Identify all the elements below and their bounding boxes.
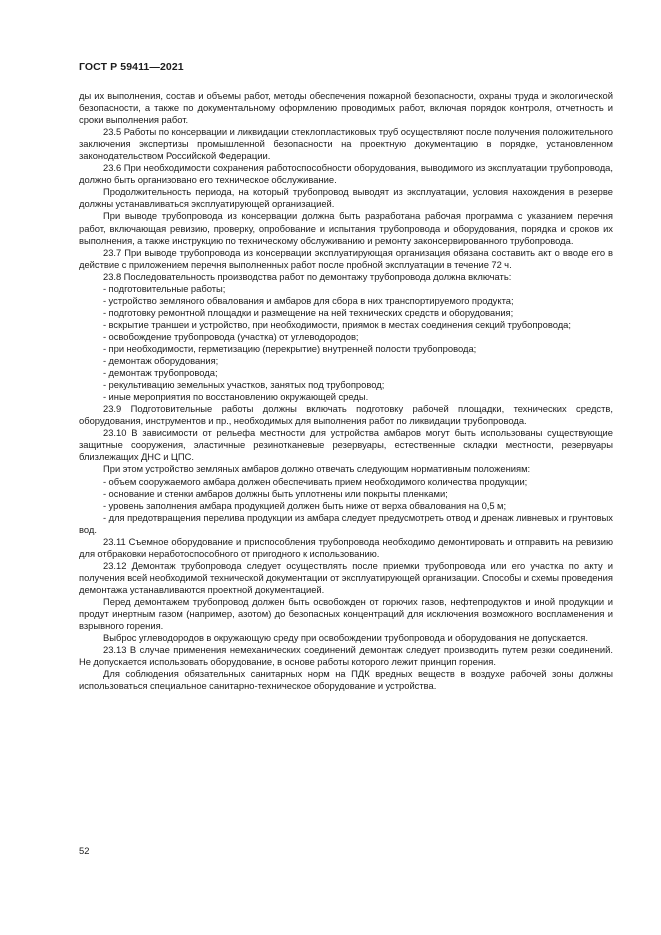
paragraph: 23.7 При выводе трубопровода из консервации эксплуатирующая организация обязана составить акт о вводе его в действие с приложением перечня выполненных работ после пробной эксплуатации в течение 72 ч. [79,246,613,270]
document-body [79,90,613,692]
paragraph: - для предотвращения перелива продукции из амбара следует предусмотреть отвод и дренаж ливневых и грунтовых вод. [79,511,613,535]
paragraph: - демонтаж оборудования; [103,355,219,367]
paragraph: - подготовку ремонтной площадки и размещение на ней технических средств и оборудования; [103,306,514,318]
paragraph: - демонтаж трубопровода; [103,367,218,379]
paragraph: Продолжительность периода, на который трубопровод выводят из эксплуатации, условия нахождения в резерве должны устанавливаться эксплуатирующей организацией. [79,186,613,210]
paragraph: 23.5 Работы по консервации и ликвидации стеклопластиковых труб осуществляют после получения положительного заключения экспертизы промышленной безопасности на проектную документацию в порядке, установленном законодательством Российской Федерации. [79,126,613,162]
paragraph: - основание и стенки амбаров должны быть уплотнены или покрыты пленками; [103,487,448,499]
paragraph: Для соблюдения обязательных санитарных норм на ПДК вредных веществ в воздухе рабочей зоны должны использоваться специальное санитарно-техническое оборудование и устройства. [79,668,613,692]
paragraph: Перед демонтажем трубопровод должен быть освобожден от горючих газов, нефтепродуктов и иной продукции и продут инертным газом (например, азотом) до безопасных концентраций для исключения возможного воспламенения и взрывного горения. [79,595,613,632]
paragraph: - рекультивацию земельных участков, занятых под трубопровод; [103,379,385,391]
paragraph: При этом устройство земляных амбаров должно отвечать следующим нормативным положениям: [103,463,531,475]
page-number: 52 [79,845,90,856]
paragraph: 23.6 При необходимости сохранения работоспособности оборудования, выводимого из эксплуатации трубопровода, должно быть организовано его техническое обслуживание. [79,162,613,186]
paragraph: Выброс углеводородов в окружающую среду при освобождении трубопровода и оборудования не допускается. [103,632,588,644]
paragraph: При выводе трубопровода из консервации должна быть разработана рабочая программа с указанием перечня работ, включающая ревизию, проверку, опробование и испытания трубопровода и оборудования, порядка и сроков их выполнения, а также инструкцию по техническому обслуживанию и ремонту законсервированного трубопровода. [79,210,613,246]
paragraph: - иные мероприятия по восстановлению окружающей среды. [103,391,369,403]
paragraph: ды их выполнения, состав и объемы работ, методы обеспечения пожарной безопасности, охраны труда и экологической безопасности, а также по документальному оформлению проводимых работ, включая порядок контроля, отчетность и сроки выполнения работ. [79,90,613,126]
paragraph: 23.9 Подготовительные работы должны включать подготовку рабочей площадки, технических средств, оборудования, инструментов и пр., необходимых для выполнения работ по ликвидации трубопровода. [79,403,613,427]
paragraph: 23.12 Демонтаж трубопровода следует осуществлять после приемки трубопровода или его участка по акту и получения всей необходимой технической документации от эксплуатирующей организации. Способы и схемы проведения демонтажа устанавливаются проектной документацией. [79,559,613,595]
paragraph: - подготовительные работы; [103,282,226,294]
paragraph: - вскрытие траншеи и устройство, при необходимости, приямок в местах соединения секций трубопровода; [103,318,572,330]
paragraph: 23.8 Последовательность производства работ по демонтажу трубопровода должна включать: [103,270,512,282]
paragraph: - освобождение трубопровода (участка) от углеводородов; [103,330,359,342]
paragraph: 23.10 В зависимости от рельефа местности для устройства амбаров могут быть использованы существующие защитные сооружения, эластичные резинотканевые резервуары, естественные складки местности, резервуары близлежащих ДНС и ЦПС. [79,427,613,463]
paragraph: - устройство земляного обвалования и амбаров для сбора в них транспортируемого продукта; [103,294,514,306]
paragraph: 23.13 В случае применения немеханических соединений демонтаж следует производить путем резки соединений. Не допускается использовать оборудование, в основе работы которого лежит принцип горения. [79,644,613,668]
paragraph: - при необходимости, герметизацию (перекрытие) внутренней полости трубопровода; [103,342,477,354]
document-header-title: ГОСТ Р 59411—2021 [79,61,184,73]
paragraph: - уровень заполнения амбара продукцией должен быть ниже от верха обвалования на 0,5 м; [103,499,507,511]
paragraph: - объем сооружаемого амбара должен обеспечивать прием необходимого количества продукции; [103,475,528,487]
paragraph: 23.11 Съемное оборудование и приспособления трубопровода необходимо демонтировать и отправить на ревизию для отбраковки неработоспособного от пригодного к использованию. [79,535,613,559]
